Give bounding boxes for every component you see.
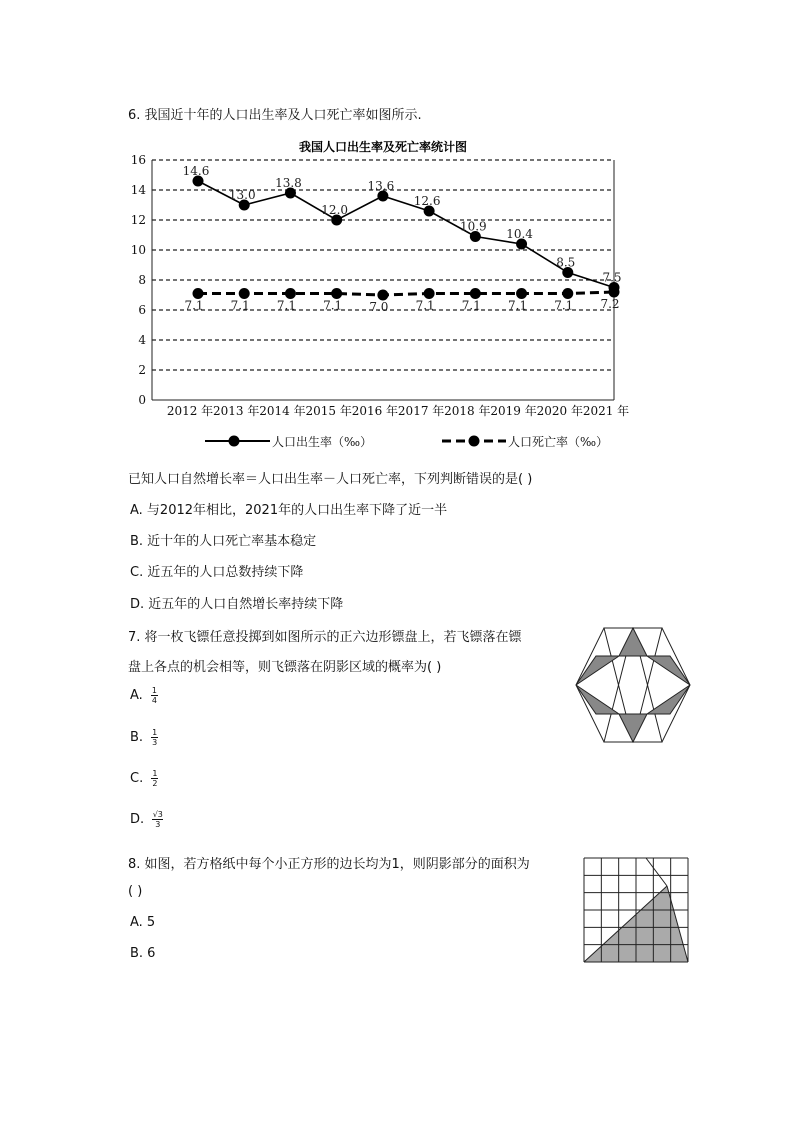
q7-option-c[interactable] [130,769,158,788]
denominator: 4 [151,696,157,705]
series-0-label-8: 8.5 [556,255,576,270]
series-1-label-2: 7.1 [276,298,296,313]
q6-stem: 6. 我国近十年的人口出生率及人口死亡率如图所示. [128,108,422,123]
legend-label-death: 人口死亡率（‰） [508,435,609,449]
series-1-label-3: 7.1 [323,298,343,313]
series-1-label-6: 7.1 [461,298,481,313]
x-tick-label-5: 2017 年 [397,404,445,418]
option-letter: C. [130,771,144,786]
option-letter: A. [130,688,143,703]
denominator: 3 [155,820,161,829]
series-1-point-0 [193,288,204,299]
series-1-label-4: 7.0 [369,300,389,314]
q6-option-b[interactable]: B. 近十年的人口死亡率基本稳定 [130,534,317,549]
series-1-point-3 [331,288,342,299]
series-1-point-9 [609,287,620,298]
series-line-0 [198,181,614,288]
series-0-label-4: 13.6 [367,179,395,193]
x-tick-label-7: 2019 年 [490,404,537,418]
y-tick-label-4: 4 [138,333,146,347]
x-tick-label-4: 2016 年 [351,404,399,418]
y-tick-label-8: 8 [138,273,146,287]
x-tick-label-6: 2018 年 [444,404,491,418]
series-1-point-2 [285,288,296,299]
series-1-label-8: 7.1 [554,298,574,313]
series-0-label-1: 13.0 [228,188,256,202]
numerator: 1 [152,728,158,737]
y-tick-label-16: 16 [130,153,146,167]
q7-option-a[interactable] [130,686,158,705]
series-1-label-9: 7.2 [600,297,620,311]
q7-stem-line2: 盘上各点的机会相等，则飞镖落在阴影区域的概率为( ) [128,660,442,675]
q6-conclusion: 已知人口自然增长率＝人口出生率－人口死亡率，下列判断错误的是( ) [128,472,533,487]
y-tick-label-10: 10 [130,243,146,257]
series-1-point-7 [516,288,527,299]
series-line-1 [198,292,614,295]
y-tick-label-2: 2 [138,363,146,377]
q8-stem-line1: 8. 如图，若方格纸中每个小正方形的边长均为1，则阴影部分的面积为 [128,857,530,872]
series-0-label-0: 14.6 [182,164,210,178]
q6-option-d[interactable]: D. 近五年的人口自然增长率持续下降 [130,597,344,612]
fraction-one-third [151,728,158,747]
y-tick-label-14: 14 [130,183,146,197]
series-0-label-5: 12.6 [413,194,441,208]
q6-option-c[interactable]: C. 近五年的人口总数持续下降 [130,565,304,580]
series-0-label-3: 12.0 [321,203,349,217]
denominator: 3 [152,738,158,747]
numerator: 1 [151,686,157,695]
y-tick-label-0: 0 [138,393,146,407]
series-1-label-1: 7.1 [230,298,250,313]
grid-shaded-triangle-figure [582,856,690,964]
q7-stem-line1: 7. 将一枚飞镖任意投掷到如图所示的正六边形镖盘上，若飞镖落在镖 [128,630,522,645]
series-0-label-9: 7.5 [602,270,622,285]
legend-marker-death [469,436,480,447]
series-1-label-0: 7.1 [184,298,204,313]
series-0-label-2: 13.8 [275,176,302,190]
fraction-one-half [151,769,158,788]
series-1-point-8 [562,288,573,299]
series-0-label-7: 10.4 [506,227,533,241]
fraction-one-quarter [151,686,158,705]
q8-option-b[interactable]: B. 6 [130,946,156,961]
x-tick-label-1: 2013 年 [213,404,260,418]
chart-title: 我国人口出生率及死亡率统计图 [298,140,468,154]
series-1-point-5 [424,288,435,299]
numerator: 1 [152,769,158,778]
q7-option-b[interactable] [130,728,158,747]
q8-option-a[interactable]: A. 5 [130,915,156,930]
x-tick-label-9: 2021 年 [582,404,630,418]
x-tick-label-8: 2020 年 [536,404,583,418]
hexagon-dartboard-figure [574,624,692,746]
x-tick-label-0: 2012 年 [166,404,214,418]
series-1-label-5: 7.1 [415,298,435,313]
denominator: 2 [152,779,158,788]
legend-label-birth: 人口出生率（‰） [272,435,373,449]
series-1-point-6 [470,288,481,299]
legend-marker-birth [229,436,240,447]
series-0-label-6: 10.9 [459,219,487,234]
series-1-label-7: 7.1 [508,298,528,313]
q7-option-d[interactable] [130,810,163,829]
series-1-point-4 [377,290,388,301]
option-letter: B. [130,730,144,745]
option-letter: D. [130,812,145,827]
series-1-point-1 [239,288,250,299]
numerator: √3 [152,810,163,819]
x-tick-label-3: 2015 年 [305,404,352,418]
q6-option-a[interactable]: A. 与2012年相比，2021年的人口出生率下降了近一半 [130,503,448,518]
fraction-root3-over-3 [152,810,163,829]
x-tick-label-2: 2014 年 [259,404,306,418]
y-tick-label-6: 6 [138,303,146,317]
q8-stem-line2: ( ) [128,884,143,899]
y-tick-label-12: 12 [130,213,146,227]
